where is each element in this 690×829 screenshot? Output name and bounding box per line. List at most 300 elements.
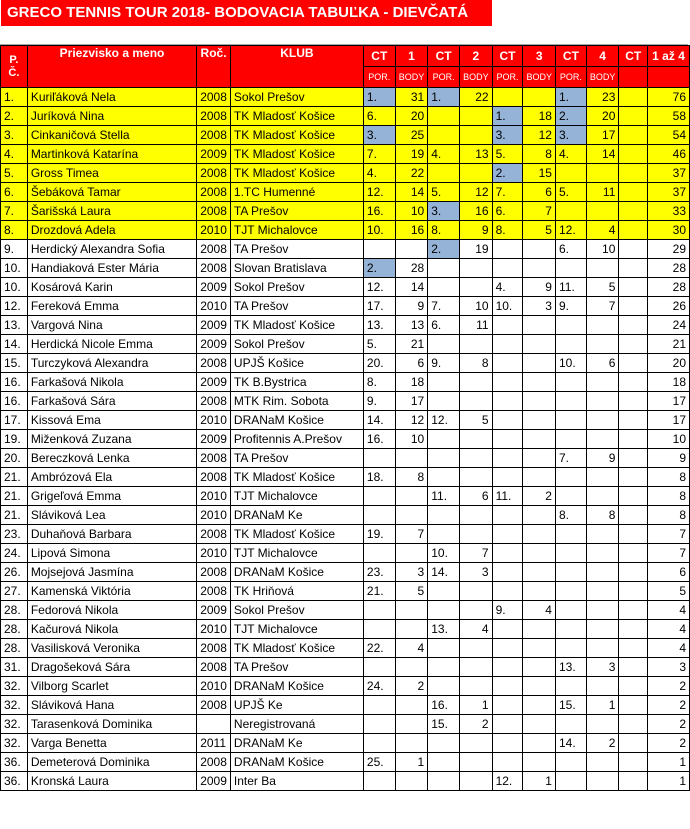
table-row xyxy=(1,259,690,278)
cell-rank-3 xyxy=(492,639,523,658)
cell-points-4 xyxy=(586,544,619,563)
cell-rank-2: 1. xyxy=(428,88,460,107)
cell-name: Handiaková Ester Mária xyxy=(27,259,196,278)
cell-rank-3: 4. xyxy=(492,278,523,297)
cell-ct5 xyxy=(619,392,648,411)
cell-club: UPJŠ Ke xyxy=(230,696,363,715)
cell-position: 7. xyxy=(1,202,28,221)
cell-points-2 xyxy=(460,449,493,468)
cell-ct5 xyxy=(619,335,648,354)
table-row xyxy=(1,221,690,240)
cell-ct5 xyxy=(619,696,648,715)
cell-points-4: 9 xyxy=(586,449,619,468)
cell-year: 2008 xyxy=(197,354,231,373)
cell-year: 2008 xyxy=(197,202,231,221)
table-row xyxy=(1,734,690,753)
cell-rank-2 xyxy=(428,392,460,411)
cell-rank-3 xyxy=(492,259,523,278)
cell-rank-4 xyxy=(555,430,586,449)
cell-year: 2008 xyxy=(197,88,231,107)
subheader-body-1: BODY xyxy=(395,67,428,88)
cell-total: 1 xyxy=(648,772,690,791)
cell-rank-3: 2. xyxy=(492,164,523,183)
cell-rank-4 xyxy=(555,392,586,411)
cell-points-2: 22 xyxy=(460,88,493,107)
cell-points-1 xyxy=(395,696,428,715)
cell-year: 2008 xyxy=(197,658,231,677)
cell-rank-2 xyxy=(428,335,460,354)
cell-points-1: 5 xyxy=(395,582,428,601)
cell-name: Sláviková Hana xyxy=(27,696,196,715)
cell-club: DRANaM Ke xyxy=(230,506,363,525)
cell-total: 7 xyxy=(648,525,690,544)
cell-points-2 xyxy=(460,525,493,544)
cell-club: DRANaM Košice xyxy=(230,411,363,430)
cell-points-1 xyxy=(395,772,428,791)
table-row xyxy=(1,354,690,373)
cell-club: Inter Ba xyxy=(230,772,363,791)
table-row xyxy=(1,107,690,126)
cell-points-3 xyxy=(523,582,556,601)
cell-rank-3 xyxy=(492,373,523,392)
cell-rank-3 xyxy=(492,392,523,411)
cell-ct5 xyxy=(619,354,648,373)
cell-points-3: 5 xyxy=(523,221,556,240)
cell-rank-1: 7. xyxy=(363,145,395,164)
cell-total: 2 xyxy=(648,677,690,696)
cell-points-2: 7 xyxy=(460,544,493,563)
cell-year: 2011 xyxy=(197,734,231,753)
cell-points-4: 1 xyxy=(586,696,619,715)
cell-year: 2010 xyxy=(197,544,231,563)
cell-club: DRANaM Košice xyxy=(230,563,363,582)
cell-ct5 xyxy=(619,468,648,487)
cell-rank-1: 23. xyxy=(363,563,395,582)
cell-club: TA Prešov xyxy=(230,297,363,316)
table-row xyxy=(1,601,690,620)
cell-name: Varga Benetta xyxy=(27,734,196,753)
cell-club: TK B.Bystrica xyxy=(230,373,363,392)
cell-position: 3. xyxy=(1,126,28,145)
cell-points-1: 10 xyxy=(395,202,428,221)
subheader-total-empty xyxy=(648,67,690,88)
cell-rank-3: 10. xyxy=(492,297,523,316)
cell-rank-1: 6. xyxy=(363,107,395,126)
cell-club: TK Mladosť Košice xyxy=(230,164,363,183)
cell-points-3: 18 xyxy=(523,107,556,126)
cell-points-4 xyxy=(586,487,619,506)
cell-points-3 xyxy=(523,430,556,449)
cell-points-4: 5 xyxy=(586,278,619,297)
cell-position: 32. xyxy=(1,734,28,753)
cell-rank-1 xyxy=(363,696,395,715)
cell-position: 32. xyxy=(1,696,28,715)
col-header-name: Priezvisko a meno xyxy=(27,46,196,88)
cell-total: 37 xyxy=(648,183,690,202)
cell-rank-4 xyxy=(555,544,586,563)
cell-rank-2 xyxy=(428,373,460,392)
cell-rank-3: 5. xyxy=(492,145,523,164)
cell-name: Juríková Nina xyxy=(27,107,196,126)
col-header-ct3: CT xyxy=(492,46,523,67)
cell-name: Vilborg Scarlet xyxy=(27,677,196,696)
cell-points-2 xyxy=(460,734,493,753)
cell-year: 2009 xyxy=(197,278,231,297)
cell-rank-2 xyxy=(428,677,460,696)
cell-position: 31. xyxy=(1,658,28,677)
cell-points-2: 4 xyxy=(460,620,493,639)
cell-total: 26 xyxy=(648,297,690,316)
cell-rank-4: 10. xyxy=(555,354,586,373)
cell-rank-2 xyxy=(428,259,460,278)
cell-rank-3 xyxy=(492,335,523,354)
cell-points-3 xyxy=(523,639,556,658)
cell-total: 4 xyxy=(648,620,690,639)
cell-rank-1: 19. xyxy=(363,525,395,544)
cell-points-4 xyxy=(586,430,619,449)
cell-ct5 xyxy=(619,107,648,126)
cell-year: 2009 xyxy=(197,601,231,620)
cell-points-1: 1 xyxy=(395,753,428,772)
cell-total: 58 xyxy=(648,107,690,126)
cell-club: DRANaM Košice xyxy=(230,753,363,772)
cell-points-3 xyxy=(523,620,556,639)
cell-total: 20 xyxy=(648,354,690,373)
cell-points-1: 10 xyxy=(395,430,428,449)
cell-name: Miženková Zuzana xyxy=(27,430,196,449)
cell-year: 2010 xyxy=(197,677,231,696)
cell-rank-4: 7. xyxy=(555,449,586,468)
col-header-t1: 1 xyxy=(395,46,428,67)
cell-rank-2 xyxy=(428,772,460,791)
cell-points-2 xyxy=(460,772,493,791)
cell-rank-1 xyxy=(363,601,395,620)
cell-rank-2: 9. xyxy=(428,354,460,373)
table-row xyxy=(1,639,690,658)
cell-ct5 xyxy=(619,316,648,335)
cell-points-3 xyxy=(523,240,556,259)
cell-points-3 xyxy=(523,696,556,715)
cell-points-4 xyxy=(586,772,619,791)
cell-club: TA Prešov xyxy=(230,658,363,677)
cell-total: 2 xyxy=(648,734,690,753)
cell-year: 2008 xyxy=(197,753,231,772)
cell-name: Dragošeková Sára xyxy=(27,658,196,677)
cell-points-3 xyxy=(523,449,556,468)
cell-year: 2008 xyxy=(197,107,231,126)
subheader-body-2: BODY xyxy=(460,67,493,88)
cell-club: Sokol Prešov xyxy=(230,601,363,620)
table-row xyxy=(1,392,690,411)
cell-name: Herdický Alexandra Sofia xyxy=(27,240,196,259)
cell-points-4 xyxy=(586,392,619,411)
col-header-ct1: CT xyxy=(363,46,395,67)
cell-name: Drozdová Adela xyxy=(27,221,196,240)
cell-total: 6 xyxy=(648,563,690,582)
cell-rank-1 xyxy=(363,506,395,525)
cell-position: 1. xyxy=(1,88,28,107)
subheader-body-4: BODY xyxy=(586,67,619,88)
cell-points-1: 4 xyxy=(395,639,428,658)
cell-rank-3 xyxy=(492,449,523,468)
cell-rank-3 xyxy=(492,715,523,734)
cell-points-1: 18 xyxy=(395,373,428,392)
cell-rank-2 xyxy=(428,658,460,677)
cell-points-3: 1 xyxy=(523,772,556,791)
cell-total: 37 xyxy=(648,164,690,183)
cell-club: TJT Michalovce xyxy=(230,544,363,563)
subheader-por-2: POR. xyxy=(428,67,460,88)
cell-points-4 xyxy=(586,373,619,392)
cell-rank-1: 16. xyxy=(363,202,395,221)
cell-rank-1: 14. xyxy=(363,411,395,430)
cell-rank-1: 22. xyxy=(363,639,395,658)
cell-position: 36. xyxy=(1,772,28,791)
cell-rank-3: 11. xyxy=(492,487,523,506)
cell-ct5 xyxy=(619,620,648,639)
cell-rank-2 xyxy=(428,753,460,772)
cell-points-4: 8 xyxy=(586,506,619,525)
table-row xyxy=(1,544,690,563)
cell-rank-3: 1. xyxy=(492,107,523,126)
cell-position: 20. xyxy=(1,449,28,468)
cell-points-2: 2 xyxy=(460,715,493,734)
cell-name: Vargová Nina xyxy=(27,316,196,335)
cell-name: Farkašová Sára xyxy=(27,392,196,411)
cell-name: Tarasenková Dominika xyxy=(27,715,196,734)
cell-position: 15. xyxy=(1,354,28,373)
cell-points-1: 21 xyxy=(395,335,428,354)
cell-ct5 xyxy=(619,563,648,582)
cell-points-1: 31 xyxy=(395,88,428,107)
cell-position: 6. xyxy=(1,183,28,202)
cell-position: 24. xyxy=(1,544,28,563)
cell-total: 2 xyxy=(648,715,690,734)
cell-rank-3: 3. xyxy=(492,126,523,145)
cell-points-1: 7 xyxy=(395,525,428,544)
cell-points-3 xyxy=(523,316,556,335)
cell-club: Profitennis A.Prešov xyxy=(230,430,363,449)
cell-club: Neregistrovaná xyxy=(230,715,363,734)
cell-rank-4: 14. xyxy=(555,734,586,753)
spacer-row xyxy=(0,26,688,45)
cell-name: Mojsejová Jasmína xyxy=(27,563,196,582)
cell-ct5 xyxy=(619,411,648,430)
table-row xyxy=(1,487,690,506)
cell-rank-1: 21. xyxy=(363,582,395,601)
cell-position: 21. xyxy=(1,487,28,506)
cell-rank-1 xyxy=(363,734,395,753)
cell-club: TK Mladosť Košice xyxy=(230,639,363,658)
cell-position: 21. xyxy=(1,468,28,487)
cell-rank-1: 17. xyxy=(363,297,395,316)
cell-ct5 xyxy=(619,753,648,772)
cell-points-3: 9 xyxy=(523,278,556,297)
cell-ct5 xyxy=(619,772,648,791)
cell-year: 2008 xyxy=(197,449,231,468)
cell-rank-4 xyxy=(555,677,586,696)
cell-points-3 xyxy=(523,734,556,753)
cell-points-2: 16 xyxy=(460,202,493,221)
cell-rank-2: 13. xyxy=(428,620,460,639)
cell-points-1 xyxy=(395,449,428,468)
table-row xyxy=(1,525,690,544)
cell-year: 2008 xyxy=(197,468,231,487)
subheader-por-1: POR. xyxy=(363,67,395,88)
cell-total: 10 xyxy=(648,430,690,449)
cell-rank-1: 25. xyxy=(363,753,395,772)
cell-position: 27. xyxy=(1,582,28,601)
cell-rank-1: 1. xyxy=(363,88,395,107)
cell-name: Kamenská Viktória xyxy=(27,582,196,601)
cell-rank-3 xyxy=(492,240,523,259)
cell-year: 2008 xyxy=(197,259,231,278)
cell-points-3 xyxy=(523,259,556,278)
cell-total: 30 xyxy=(648,221,690,240)
sheet-title: GRECO TENNIS TOUR 2018- BODOVACIA TABUĽKA - DIEVČATÁ xyxy=(1,0,492,26)
cell-name: Cinkaničová Stella xyxy=(27,126,196,145)
cell-points-4: 2 xyxy=(586,734,619,753)
table-row xyxy=(1,297,690,316)
cell-points-1: 9 xyxy=(395,297,428,316)
cell-rank-2: 4. xyxy=(428,145,460,164)
col-header-ct4: CT xyxy=(555,46,586,67)
cell-points-2 xyxy=(460,753,493,772)
cell-points-1: 28 xyxy=(395,259,428,278)
cell-ct5 xyxy=(619,506,648,525)
cell-rank-4: 2. xyxy=(555,107,586,126)
cell-name: Kissová Ema xyxy=(27,411,196,430)
cell-points-3 xyxy=(523,392,556,411)
cell-rank-1: 9. xyxy=(363,392,395,411)
cell-points-4: 4 xyxy=(586,221,619,240)
cell-points-2: 11 xyxy=(460,316,493,335)
cell-rank-1 xyxy=(363,487,395,506)
cell-year: 2009 xyxy=(197,335,231,354)
cell-position: 23. xyxy=(1,525,28,544)
cell-rank-2 xyxy=(428,107,460,126)
cell-total: 24 xyxy=(648,316,690,335)
cell-points-4 xyxy=(586,259,619,278)
cell-points-1 xyxy=(395,601,428,620)
cell-club: 1.TC Humenné xyxy=(230,183,363,202)
cell-club: TK Mladosť Košice xyxy=(230,468,363,487)
cell-rank-1 xyxy=(363,544,395,563)
cell-points-4 xyxy=(586,411,619,430)
cell-rank-3 xyxy=(492,753,523,772)
cell-points-3 xyxy=(523,658,556,677)
cell-position: 12. xyxy=(1,297,28,316)
cell-total: 33 xyxy=(648,202,690,221)
table-row xyxy=(1,202,690,221)
cell-name: Lipová Simona xyxy=(27,544,196,563)
cell-rank-2 xyxy=(428,506,460,525)
cell-points-1: 2 xyxy=(395,677,428,696)
cell-points-2 xyxy=(460,430,493,449)
cell-points-3: 2 xyxy=(523,487,556,506)
cell-points-3: 3 xyxy=(523,297,556,316)
cell-rank-1 xyxy=(363,658,395,677)
cell-points-1: 3 xyxy=(395,563,428,582)
cell-name: Farkašová Nikola xyxy=(27,373,196,392)
cell-club: TK Mladosť Košice xyxy=(230,316,363,335)
cell-rank-4: 9. xyxy=(555,297,586,316)
cell-year: 2008 xyxy=(197,563,231,582)
cell-rank-1: 18. xyxy=(363,468,395,487)
cell-rank-4 xyxy=(555,373,586,392)
cell-ct5 xyxy=(619,487,648,506)
cell-rank-3: 9. xyxy=(492,601,523,620)
cell-points-3 xyxy=(523,753,556,772)
table-row xyxy=(1,772,690,791)
cell-club: TA Prešov xyxy=(230,449,363,468)
cell-year: 2009 xyxy=(197,145,231,164)
cell-ct5 xyxy=(619,430,648,449)
cell-position: 8. xyxy=(1,221,28,240)
cell-rank-4: 1. xyxy=(555,88,586,107)
cell-club: TK Mladosť Košice xyxy=(230,126,363,145)
cell-total: 21 xyxy=(648,335,690,354)
cell-club: TA Prešov xyxy=(230,240,363,259)
cell-rank-3 xyxy=(492,696,523,715)
cell-points-4: 7 xyxy=(586,297,619,316)
cell-total: 18 xyxy=(648,373,690,392)
cell-ct5 xyxy=(619,259,648,278)
cell-ct5 xyxy=(619,164,648,183)
cell-total: 17 xyxy=(648,411,690,430)
cell-rank-1: 12. xyxy=(363,183,395,202)
cell-rank-4: 5. xyxy=(555,183,586,202)
col-header-pc: P. Č. xyxy=(1,46,28,88)
cell-rank-1: 12. xyxy=(363,278,395,297)
cell-rank-4 xyxy=(555,468,586,487)
cell-points-4: 11 xyxy=(586,183,619,202)
table-row xyxy=(1,430,690,449)
cell-rank-1: 4. xyxy=(363,164,395,183)
cell-rank-4 xyxy=(555,715,586,734)
cell-rank-4: 4. xyxy=(555,145,586,164)
cell-position: 16. xyxy=(1,392,28,411)
cell-rank-3 xyxy=(492,734,523,753)
cell-points-4: 10 xyxy=(586,240,619,259)
cell-ct5 xyxy=(619,297,648,316)
cell-points-3: 6 xyxy=(523,183,556,202)
cell-points-3 xyxy=(523,373,556,392)
cell-rank-4 xyxy=(555,316,586,335)
cell-rank-4 xyxy=(555,164,586,183)
cell-rank-2: 3. xyxy=(428,202,460,221)
cell-rank-2: 2. xyxy=(428,240,460,259)
cell-rank-3 xyxy=(492,354,523,373)
cell-name: Kačurová Nikola xyxy=(27,620,196,639)
cell-points-2: 9 xyxy=(460,221,493,240)
cell-points-1 xyxy=(395,658,428,677)
table-row xyxy=(1,658,690,677)
cell-position: 32. xyxy=(1,677,28,696)
cell-position: 13. xyxy=(1,316,28,335)
cell-rank-2 xyxy=(428,582,460,601)
cell-points-4 xyxy=(586,563,619,582)
cell-rank-1: 2. xyxy=(363,259,395,278)
cell-rank-4 xyxy=(555,582,586,601)
cell-rank-2: 8. xyxy=(428,221,460,240)
cell-points-2 xyxy=(460,601,493,620)
cell-points-2: 10 xyxy=(460,297,493,316)
cell-year: 2009 xyxy=(197,316,231,335)
cell-points-4: 20 xyxy=(586,107,619,126)
cell-year: 2008 xyxy=(197,696,231,715)
cell-points-2: 12 xyxy=(460,183,493,202)
